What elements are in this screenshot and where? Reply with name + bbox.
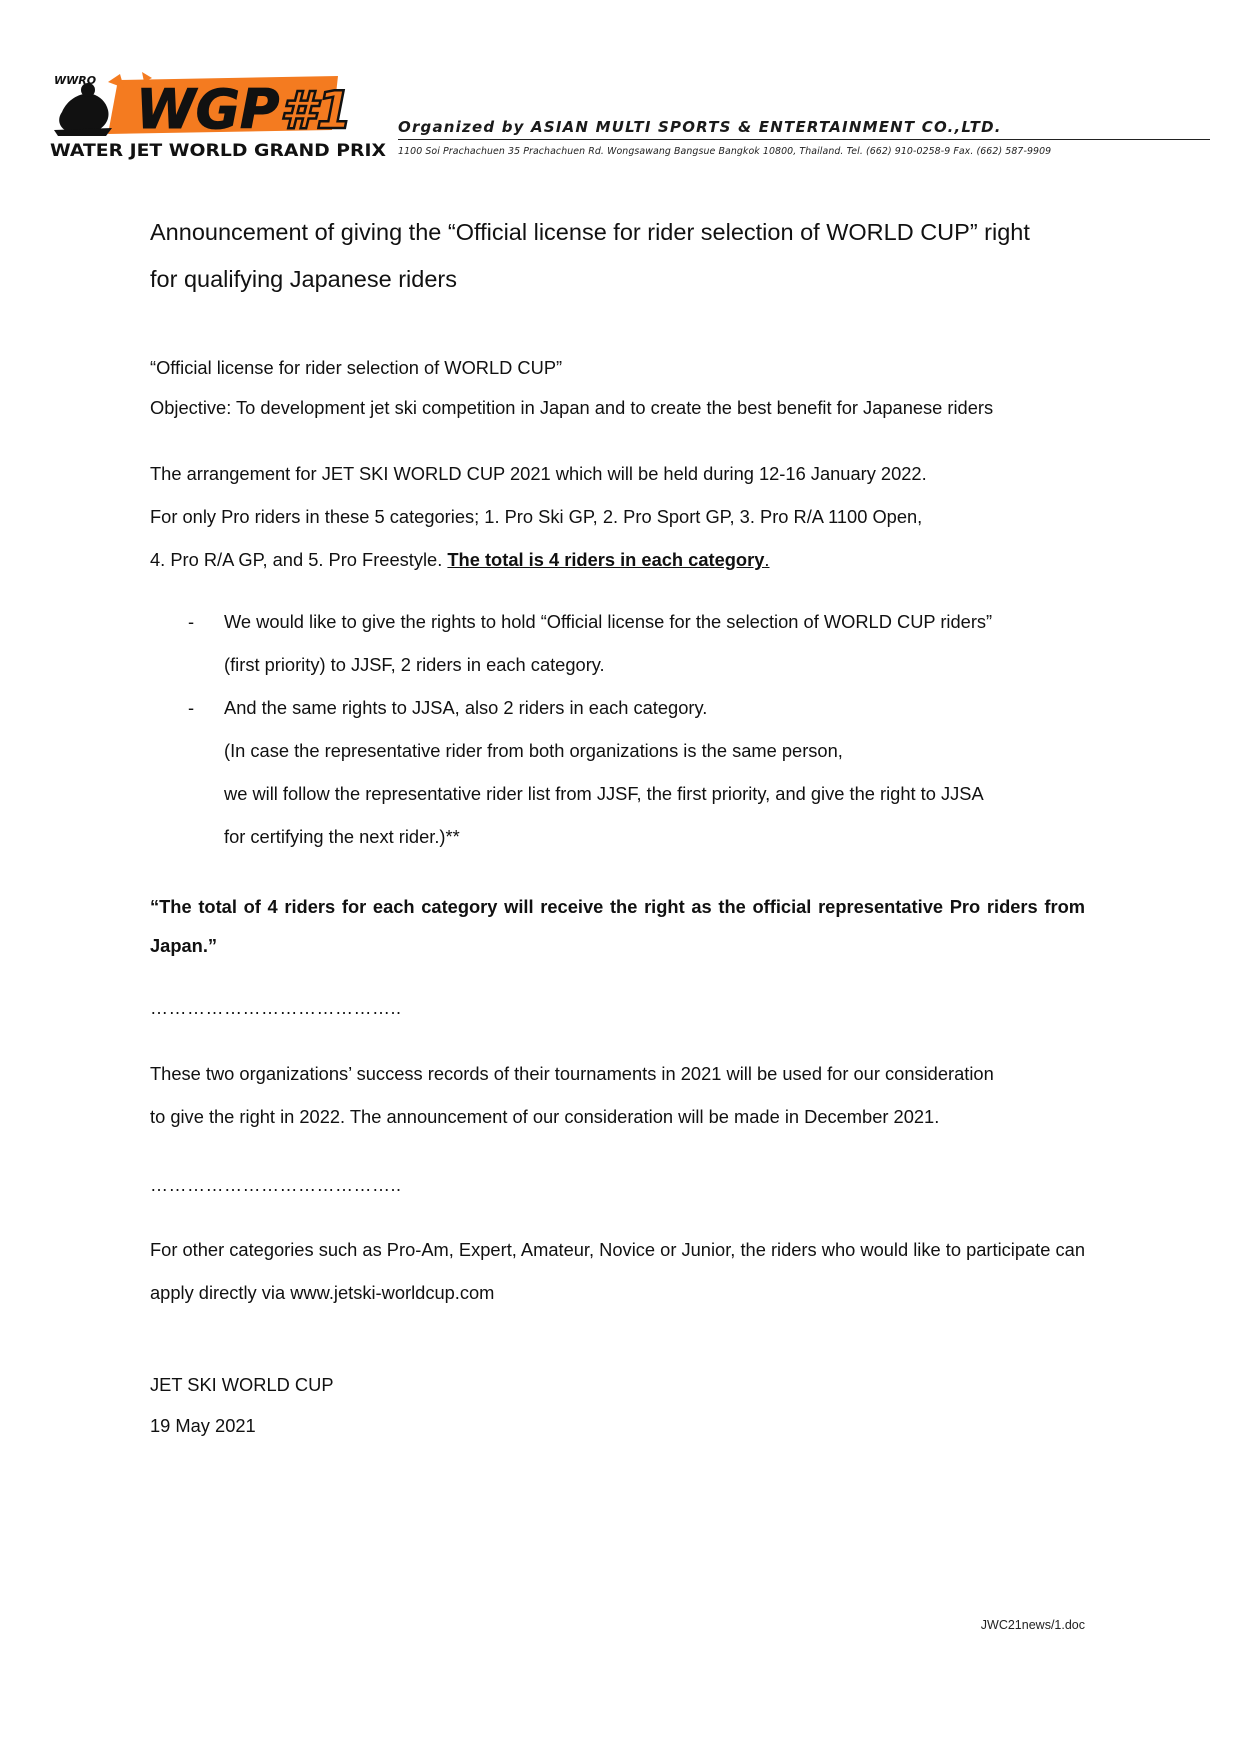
bullet1-line-2: (first priority) to JJSF, 2 riders in each category.	[224, 654, 605, 675]
dotted-separator: …………………………………..	[150, 1175, 402, 1195]
records-line-1: These two organizations’ success records of their tournaments in 2021 will be used for our consideration	[150, 1063, 994, 1084]
arrangement-line-1: The arrangement for JET SKI WORLD CUP 2021 which will be held during 12-16 January 2022.	[150, 463, 927, 484]
document-reference: JWC21news/1.doc	[980, 1618, 1085, 1632]
records-line-2: to give the right in 2022. The announcement of our consideration will be made in December 2021.	[150, 1106, 940, 1127]
jetski-rider-icon	[54, 83, 112, 136]
letterhead-organizer-block	[398, 118, 1210, 157]
bullet-dash: -	[188, 697, 195, 718]
wgp-logo	[48, 72, 388, 162]
logo-brand: WGP	[136, 78, 280, 141]
announcement-title	[150, 209, 1100, 303]
bullet2-line-1: And the same rights to JJSA, also 2 riders in each category.	[224, 697, 708, 718]
title-line-1: Announcement of giving the “Official license for rider selection of WORLD CUP” right	[150, 219, 1030, 245]
logo-small-text: WWRO	[54, 74, 97, 87]
note-line-2: we will follow the representative rider list from JJSF, the first priority, and give the right to JJSA	[224, 783, 984, 804]
arrangement-line-3-prefix: 4. Pro R/A GP, and 5. Pro Freestyle.	[150, 549, 448, 570]
signature-date: 19 May 2021	[150, 1415, 256, 1436]
bullet1-line-1: We would like to give the rights to hold “Official license for the selection of WORLD CUP riders”	[224, 611, 993, 632]
signature-block	[150, 1364, 334, 1446]
dotted-separator: …………………………………..	[150, 998, 402, 1018]
title-line-2: for qualifying Japanese riders	[150, 266, 457, 292]
total-riders-emphasis: The total is 4 riders in each category	[447, 549, 765, 570]
objective-text: Objective: To development jet ski competition in Japan and to create the best benefit for Japanese riders	[150, 397, 994, 418]
bullet-dash: -	[188, 611, 195, 632]
list-item-note	[150, 729, 1090, 858]
list-item-jjsf	[150, 600, 1090, 686]
organizer-address: 1100 Soi Prachachuen 35 Prachachuen Rd. Wongsawang Bangsue Bangkok 10800, Thailand. Tel. (662) 910-0258-9 Fax. (662) 587-9909	[398, 146, 1052, 157]
letterhead-rule	[398, 139, 1210, 140]
records-paragraph	[150, 1052, 1085, 1138]
logo-badge: #1	[280, 81, 353, 141]
arrangement-paragraph	[150, 452, 1090, 581]
arrangement-line-2: For only Pro riders in these 5 categories; 1. Pro Ski GP, 2. Pro Sport GP, 3. Pro R/A 1100 Open,	[150, 506, 923, 527]
other-categories-paragraph: For other categories such as Pro-Am, Expert, Amateur, Novice or Junior, the riders who would like to participate can apply directly via www.jetski-worldcup.com	[150, 1239, 1085, 1303]
signature-organization: JET SKI WORLD CUP	[150, 1374, 334, 1395]
license-subheading: “Official license for rider selection of WORLD CUP”	[150, 357, 563, 378]
arrangement-line-3-suffix: .	[764, 549, 770, 570]
logo-tagline: WATER JET WORLD GRAND PRIX	[50, 141, 386, 161]
rights-list	[150, 600, 1090, 858]
note-line-3: for certifying the next rider.)**	[224, 826, 460, 847]
list-item-jjsa	[150, 686, 1090, 729]
organizer-name: Organized by ASIAN MULTI SPORTS & ENTERTAINMENT CO.,LTD.	[398, 118, 1002, 136]
note-line-1: (In case the representative rider from both organizations is the same person,	[224, 740, 843, 761]
official-representative-statement: “The total of 4 riders for each category will receive the right as the official representative Pro riders from Japan.”	[150, 896, 1085, 956]
arrangement-line-3	[150, 538, 1090, 581]
